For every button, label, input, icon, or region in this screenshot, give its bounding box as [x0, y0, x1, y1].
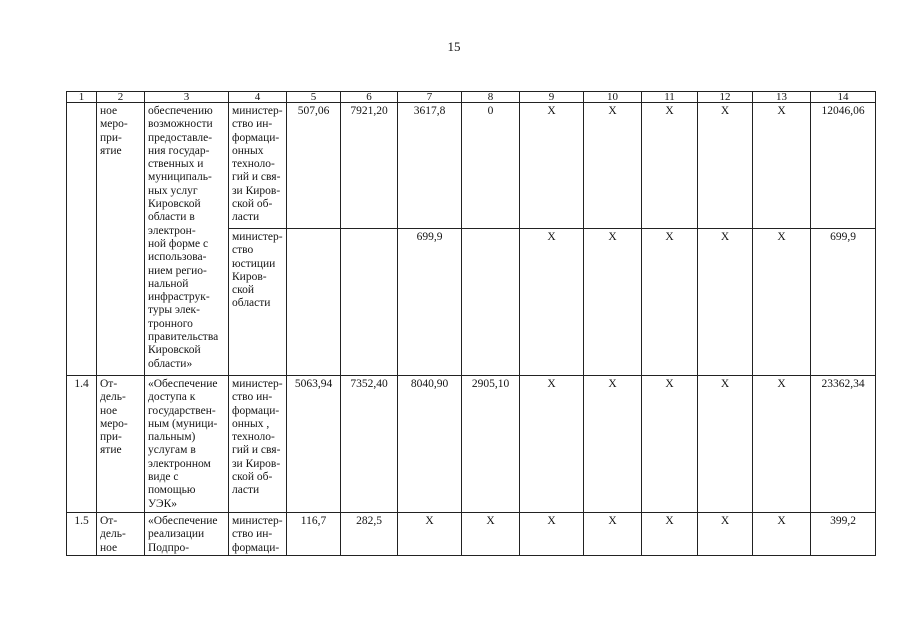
column-header: 2 [97, 92, 145, 103]
executor-cell: министер- ство юстиции Киров- ской области [229, 229, 287, 376]
table-row [67, 513, 876, 556]
value-cell: X [584, 229, 642, 376]
value-cell: 0 [462, 103, 520, 229]
header-row [67, 92, 876, 103]
value-cell: 399,2 [811, 513, 876, 556]
value-cell: X [398, 513, 462, 556]
column-header: 12 [698, 92, 753, 103]
column-header: 1 [67, 92, 97, 103]
event-name-cell: «Обеспечение доступа к государствен- ным (муници- пальным) услугам в электронном виде с помощью УЭК» [145, 376, 229, 513]
value-cell: X [753, 376, 811, 513]
value-cell [341, 229, 398, 376]
value-cell: 7352,40 [341, 376, 398, 513]
value-cell: 7921,20 [341, 103, 398, 229]
value-cell: 699,9 [811, 229, 876, 376]
column-header: 11 [642, 92, 698, 103]
value-cell: 699,9 [398, 229, 462, 376]
row-number-cell: 1.4 [67, 376, 97, 513]
value-cell: X [753, 103, 811, 229]
event-name-cell: обеспечению возможности предоставле- ния государ- ственных и муниципаль- ных услуг Кировской области в электрон- ной форме с использова- нием регио- нальной инфраструк- туры элек- тронного правительства Кировской области» [145, 103, 229, 376]
column-header: 8 [462, 92, 520, 103]
value-cell: X [642, 376, 698, 513]
row-number-cell: 1.5 [67, 513, 97, 556]
value-cell: 12046,06 [811, 103, 876, 229]
row-number-cell [67, 103, 97, 376]
event-type-cell: От- дель- ное [97, 513, 145, 556]
column-header: 10 [584, 92, 642, 103]
value-cell: 3617,8 [398, 103, 462, 229]
data-table [66, 91, 876, 556]
value-cell: X [520, 376, 584, 513]
column-header: 3 [145, 92, 229, 103]
column-header: 7 [398, 92, 462, 103]
value-cell [287, 229, 341, 376]
value-cell: 282,5 [341, 513, 398, 556]
event-type-cell: От- дель- ное меро- при- ятие [97, 376, 145, 513]
value-cell: X [520, 103, 584, 229]
value-cell: X [584, 103, 642, 229]
table-row [67, 103, 876, 229]
value-cell: 8040,90 [398, 376, 462, 513]
column-header: 14 [811, 92, 876, 103]
value-cell: X [698, 229, 753, 376]
page-number: 15 [447, 39, 461, 54]
table-row [67, 376, 876, 513]
column-header: 5 [287, 92, 341, 103]
value-cell: X [642, 229, 698, 376]
value-cell: 5063,94 [287, 376, 341, 513]
value-cell: 116,7 [287, 513, 341, 556]
value-cell: 2905,10 [462, 376, 520, 513]
value-cell: X [584, 513, 642, 556]
column-header: 13 [753, 92, 811, 103]
value-cell: X [462, 513, 520, 556]
value-cell: X [753, 229, 811, 376]
event-type-cell: ное меро- при- ятие [97, 103, 145, 376]
value-cell: X [698, 376, 753, 513]
value-cell: 23362,34 [811, 376, 876, 513]
value-cell: X [520, 229, 584, 376]
executor-cell: министер- ство ин- формаци- онных техноло- гий и свя- зи Киров- ской об- ласти [229, 103, 287, 229]
executor-cell: министер- ство ин- формаци- онных , техноло- гий и свя- зи Киров- ской об- ласти [229, 376, 287, 513]
value-cell: 507,06 [287, 103, 341, 229]
value-cell [462, 229, 520, 376]
value-cell: X [642, 513, 698, 556]
value-cell: X [753, 513, 811, 556]
value-cell: X [520, 513, 584, 556]
value-cell: X [698, 103, 753, 229]
executor-cell: министер- ство ин- формаци- [229, 513, 287, 556]
value-cell: X [584, 376, 642, 513]
column-header: 6 [341, 92, 398, 103]
column-header: 9 [520, 92, 584, 103]
value-cell: X [642, 103, 698, 229]
value-cell: X [698, 513, 753, 556]
column-header: 4 [229, 92, 287, 103]
event-name-cell: «Обеспечение реализации Подпро- [145, 513, 229, 556]
